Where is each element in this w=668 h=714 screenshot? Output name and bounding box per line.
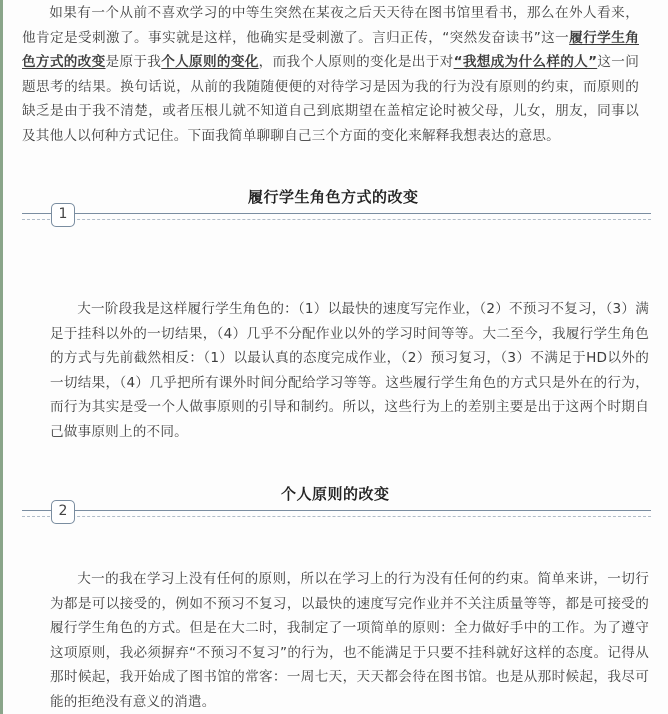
intro-underline-principle-change: 个人原则的变化 <box>161 54 259 70</box>
intro-underline-role-change: 履行学生角色方式的改变 <box>22 29 639 70</box>
section-2-divider-dashed <box>22 516 651 517</box>
intro-text-4: 这一问题思考的结果。换句话说，从前的我随随便便的对待学习是因为我的行为没有原则的约束，而原则的缺乏是由于我不清楚，或者压根儿就不知道自己到底期望在盖棺定论时被父母，儿女，朋友，同事以及其他人以何种方式记住。下面我简单聊聊自己三个方面的变化来解释我想表达的意思。 <box>22 54 640 144</box>
section-2-body: 大一的我在学习上没有任何的原则，所以在学习上的行为没有任何的约束。简单来讲，一切行为都是可以接受的，例如不预习不复习，以最快的速度写完作业并不关注质量等等，都是可接受的履行学生角色的方式。但是在大二时，我制定了一项简单的原则：全力做好手中的工作。为了遵守这项原则，我必须摒弃“不预习不复习”的行为，也不能满足于只要不挂科就好这样的态度。记得从那时候起，我开始成了图书馆的常客：一周七天，天天都会待在图书馆。也是从那时候起，我尽可能的拒绝没有意义的消遣。 <box>50 571 649 710</box>
intro-underline-who-to-be: “我想成为什么样的人” <box>453 54 598 70</box>
section-1-divider <box>22 213 651 214</box>
section-2-title: 个人原则的改变 <box>281 485 390 503</box>
intro-text-2: 是原于我 <box>105 54 162 70</box>
section-1-divider-dashed <box>22 219 651 220</box>
intro-text-3: ，而我个人原则的变化是出于对 <box>258 54 454 70</box>
intro-text-1: 如果有一个从前不喜欢学习的中等生突然在某夜之后天天待在图书馆里看书，那么在外人看来，他肯定是受刺激了。事实就是这样，他确实是受刺激了。言归正传，“突然发奋读书”这一 <box>22 5 639 46</box>
section-1-number-badge: 1 <box>51 203 75 227</box>
section-2-number-badge: 2 <box>51 500 75 524</box>
section-1-title: 履行学生角色方式的改变 <box>248 188 419 206</box>
intro-paragraph <box>22 1 639 148</box>
section-1-body: 大一阶段我是这样履行学生角色的：（1）以最快的速度写完作业，（2）不预习不复习，（3）满足于挂科以外的一切结果，（4）几乎不分配作业以外的学习时间等等。大二至今，我履行学生角色的方式与先前截然相反：（1）以最认真的态度完成作业，（2）预习复习，（3）不满足于HD以外的一切结果，（4）几乎把所有课外时间分配给学习等等。这些履行学生角色的方式只是外在的行为，而行为其实是受一个人做事原则的引导和制约。所以，这些行为上的差别主要是出于这两个时期自己做事原则上的不同。 <box>50 301 649 440</box>
section-2-divider <box>22 510 651 511</box>
